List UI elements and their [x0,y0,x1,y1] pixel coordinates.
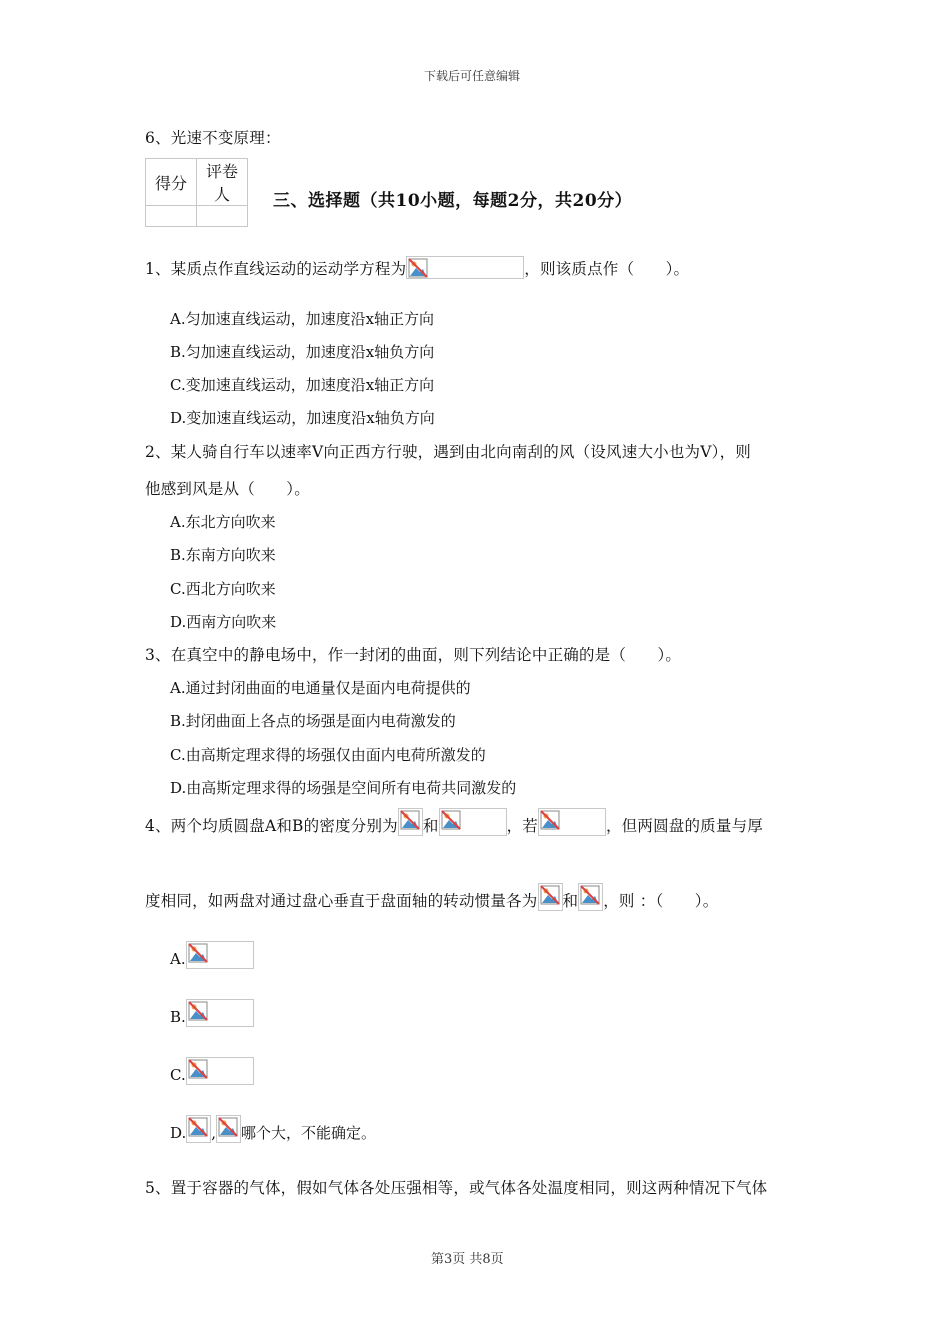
question-3-option-b[interactable]: B.封闭曲面上各点的场强是面内电荷激发的 [170,712,456,730]
option-d-label: D. [170,1124,187,1142]
question-1-option-d[interactable]: D.变加速直线运动，加速度沿x轴负方向 [170,409,435,427]
broken-image-icon [539,884,561,906]
question-2-option-c[interactable]: C.西北方向吹来 [170,580,276,598]
option-c-image [186,1057,254,1085]
question-2-line-1: 2、某人骑自行车以速率V向正西方行驶，遇到由北向南刮的风（设风速大小也为V），则 [145,443,752,461]
question-3-option-a[interactable]: A.通过封闭曲面的电通量仅是面内电荷提供的 [170,679,471,697]
question-1 [145,256,689,279]
grader-cell [197,206,248,227]
broken-image-icon [539,809,561,831]
score-header: 得分 [146,159,197,206]
score-table [145,158,248,227]
inertia-a-image [538,883,563,911]
option-a-label: A. [170,950,186,968]
broken-image-icon [187,1000,209,1022]
option-a-image [186,941,254,969]
inertia-b-image [578,883,603,911]
question-2-option-a[interactable]: A.东北方向吹来 [170,513,276,531]
broken-image-icon [187,1116,209,1138]
broken-image-icon [187,942,209,964]
question-2-option-d[interactable]: D.西南方向吹来 [170,613,277,631]
score-cell [146,206,197,227]
question-1-text-tail: ，则该质点作（ ）。 [524,260,690,278]
option-b-label: B. [170,1008,186,1026]
question-3-option-d[interactable]: D.由高斯定理求得的场强是空间所有电荷共同激发的 [170,779,517,797]
question-4-option-a[interactable] [170,941,254,969]
density-a-image [398,808,423,836]
question-1-option-a[interactable]: A.匀加速直线运动，加速度沿x轴正方向 [170,310,435,328]
question-5-text: 5、置于容器的气体，假如气体各处压强相等，或气体各处温度相同，则这两种情况下气体 [145,1179,768,1197]
broken-image-icon [217,1116,239,1138]
question-1-text: 1、某质点作直线运动的运动学方程为 [145,260,407,278]
if-text: ，若 [506,817,538,835]
question-4-text-tail: ，但两圆盘的质量与厚 [605,817,763,835]
question-1-option-c[interactable]: C.变加速直线运动，加速度沿x轴正方向 [170,376,435,394]
question-6-text: 6、光速不变原理： [145,129,281,147]
question-2-line-2: 他感到风是从（ ）。 [145,480,310,498]
question-3-text: 3、在真空中的静电场中，作一封闭的曲面，则下列结论中正确的是（ ）。 [145,646,682,664]
page-footer: 第3页 共8页 [431,1252,504,1267]
and-text: 和 [422,817,439,835]
question-4-option-d[interactable] [170,1115,376,1143]
question-4-text: 4、两个均质圆盘A和B的密度分别为 [145,817,398,835]
section-title: 三、选择题（共10小题，每题2分，共20分） [273,191,633,211]
and-text-2: 和 [562,892,579,910]
question-4-line-1 [145,808,763,836]
density-b-image [439,808,507,836]
grader-header: 评卷人 [197,159,248,206]
broken-image-icon [399,809,421,831]
broken-image-icon [187,1058,209,1080]
question-1-option-b[interactable]: B.匀加速直线运动，加速度沿x轴负方向 [170,343,435,361]
option-d-text: 哪个大，不能确定。 [241,1124,377,1142]
question-4-text-2: 度相同，如两盘对通过盘心垂直于盘面轴的转动惯量各为 [145,892,538,910]
broken-image-icon [579,884,601,906]
question-4-text-2-tail: ，则 ：（ ）。 [603,892,719,910]
comma-text: , [211,1124,217,1142]
question-4-option-b[interactable] [170,999,254,1027]
option-c-label: C. [170,1066,186,1084]
question-4-line-2 [145,883,718,911]
broken-image-icon [440,809,462,831]
option-d-image-1 [186,1115,211,1143]
broken-image-icon [407,257,429,279]
equation-image [406,256,524,279]
question-4-option-c[interactable] [170,1057,254,1085]
question-3-option-c[interactable]: C.由高斯定理求得的场强仅由面内电荷所激发的 [170,746,486,764]
header-note: 下载后可任意编辑 [424,69,521,83]
density-relation-image [538,808,606,836]
question-2-option-b[interactable]: B.东南方向吹来 [170,546,276,564]
option-d-image-2 [216,1115,241,1143]
option-b-image [186,999,254,1027]
